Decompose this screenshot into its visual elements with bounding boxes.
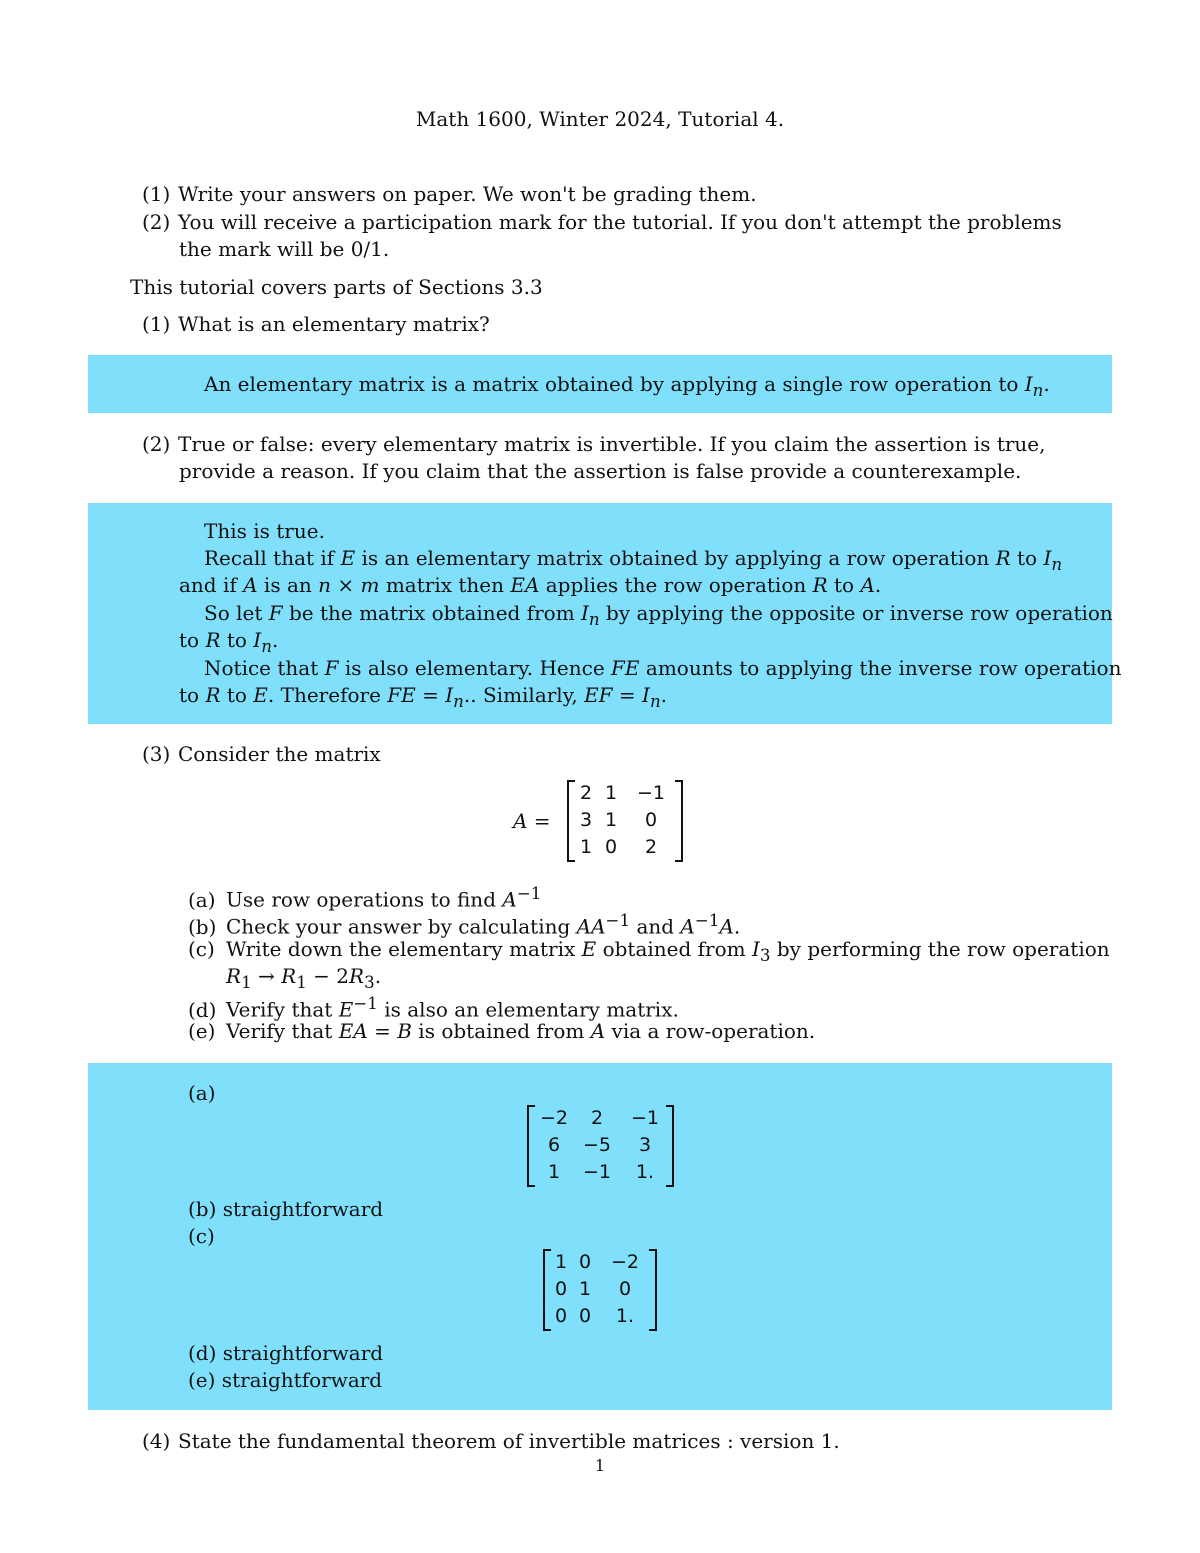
matrix-cell: 0 [618,1278,632,1300]
answer-text: to [1010,546,1044,570]
page-title: Math 1600, Winter 2024, Tutorial 4. [415,107,785,131]
matrix-cell: 0 [578,1305,592,1327]
part-label: (c) [188,937,215,961]
instruction-1 [142,181,757,207]
instruction-2 [142,209,1062,235]
answer-text: to [220,683,254,707]
answer-2-line-3: and if A is an n × m matrix then EA applies the row operation R to A. [179,573,882,597]
matrix-cell: 3 [579,809,593,831]
part-c-cont: $R_1 \to R_1 - 2R_3$. [226,964,382,992]
matrix-cell: 1 [604,809,618,831]
question-text: What is an elementary matrix? [178,312,490,336]
instruction-2-cont: the mark will be 0/1. [179,237,390,261]
part-text: Write down the elementary matrix [226,937,582,961]
matrix-e [543,1249,657,1331]
intro-text: This tutorial covers parts of Sections 3.3 [130,275,543,299]
answer-2-line-4: So let F be the matrix obtained from $I_n$ by applying the opposite or inverse row operation [204,601,1113,629]
matrix-cell: −2 [539,1107,568,1129]
answer-3-e: (e) straightforward [188,1368,383,1392]
matrix-cell: −5 [582,1134,611,1156]
part-text: by performing the row operation [770,937,1110,961]
answer-text: matrix then [379,573,511,597]
instruction-text: Write your answers on paper. We won't be grading them. [178,182,757,206]
question-text: State the fundamental theorem of invertible matrices : version 1. [178,1429,840,1453]
instruction-number: (2) [142,210,171,234]
matrix-cell: 3 [638,1134,652,1156]
question-2 [142,431,1046,457]
matrix-cell: 1. [635,1161,655,1183]
matrix-cell: 6 [547,1134,561,1156]
answer-3-b: (b) straightforward [188,1197,384,1221]
matrix-cell: 1 [578,1278,592,1300]
answer-text: is an [257,573,319,597]
answer-text: . Similarly, [470,683,585,707]
answer-1 [204,371,1050,404]
math-subscript: n [1032,381,1044,400]
question-text: True or false: every elementary matrix is invertible. If you claim the assertion is true, [178,432,1046,456]
part-d: (d) Verify that $E^{-1}$ is also an elementary matrix. [188,994,679,1022]
answer-3-c-label: (c) [188,1224,215,1248]
matrix-cell: 0 [554,1278,568,1300]
part-label: (a) [188,887,216,912]
part-e: (e) Verify that EA = B is obtained from A via a row-operation. [188,1019,816,1043]
matrix-cell: −1 [582,1161,611,1183]
matrix-cell: −1 [630,1107,659,1129]
part-text: Check your answer by calculating [226,914,577,939]
page-number: 1 [594,1456,606,1475]
answer-text: Recall that if [204,546,341,570]
answer-text: and if [179,573,244,597]
part-text: and [630,914,681,939]
matrix-a-label: A = [513,809,551,833]
part-text: Verify that [226,997,339,1022]
matrix-cell: 1 [547,1161,561,1183]
matrix-cell: 2 [579,782,593,804]
answer-text: is an elementary matrix obtained by applying a row operation [355,546,996,570]
answer-text: is also elementary. Hence [338,656,612,680]
answer-text: Notice that [204,656,325,680]
part-text: via a row-operation. [605,1019,816,1043]
matrix-cell: 0 [578,1251,592,1273]
matrix-cell: 1 [554,1251,568,1273]
matrix-cell: 0 [554,1305,568,1327]
matrix-cell: 0 [644,809,658,831]
matrix-cell: 1 [604,782,618,804]
answer-3-a-label: (a) [188,1081,216,1105]
answer-text: to [827,573,861,597]
part-a: (a) Use row operations to find $A^{-1}$ [188,884,542,912]
part-text: is obtained from [411,1019,591,1043]
answer-2-line-2: Recall that if E is an elementary matrix obtained by applying a row operation R to $I_n$ [204,546,1063,574]
matrix-cell: 0 [604,836,618,858]
matrix-a-inverse [527,1105,674,1187]
answer-text: . Therefore [267,683,388,707]
matrix-cell: −1 [636,782,665,804]
instruction-text: You will receive a participation mark for the tutorial. If you don't attempt the problems [178,210,1062,234]
question-1 [142,311,490,337]
part-label: (e) [188,1019,216,1043]
part-label: (d) [188,997,217,1022]
answer-text: . [1043,372,1050,396]
answer-2-line-7: to R to E. Therefore FE = $I_n$.. Similarly, EF = $I_n$. [179,683,668,711]
answer-text: An elementary matrix is a matrix obtained by applying a single row operation to [204,372,1025,396]
matrix-cell: −2 [610,1251,639,1273]
instruction-number: (1) [142,182,171,206]
answer-text: by applying the opposite or inverse row operation [599,601,1113,625]
part-text: is also an elementary matrix. [377,997,679,1022]
answer-text: So let [204,601,269,625]
question-3 [142,741,381,767]
answer-text: amounts to applying the inverse row operation [639,656,1122,680]
question-2-cont: provide a reason. If you claim that the assertion is false provide a counterexample. [179,459,1022,483]
answer-2-line-1: This is true. [204,519,325,543]
question-4 [142,1428,840,1454]
part-b: (b) Check your answer by calculating $AA^{-1}$ and $A^{-1}A$. [188,911,741,939]
matrix-cell: 2 [590,1107,604,1129]
answer-2-line-6: Notice that F is also elementary. Hence FE amounts to applying the inverse row operation [204,656,1122,680]
answer-text: to [179,683,206,707]
part-text: Verify that [226,1019,339,1043]
question-number: (3) [142,742,171,766]
matrix-cell: 2 [644,836,658,858]
question-number: (1) [142,312,171,336]
answer-text: to [179,628,206,652]
question-text: Consider the matrix [178,742,381,766]
answer-3-d: (d) straightforward [188,1341,384,1365]
answer-2-line-5: to R to $I_n$. [179,628,279,656]
part-text: Use row operations to find [226,887,503,912]
math-symbol: I [1024,372,1033,396]
part-c: (c) Write down the elementary matrix E obtained from $I_3$ by performing the row operation [188,937,1110,965]
matrix-cell: 1. [615,1305,635,1327]
question-number: (2) [142,432,171,456]
part-text: obtained from [596,937,752,961]
question-number: (4) [142,1429,171,1453]
answer-text: to [220,628,254,652]
answer-text: be the matrix obtained from [282,601,582,625]
matrix-a [567,780,683,862]
part-label: (b) [188,914,217,939]
matrix-cell: 1 [579,836,593,858]
answer-text: applies the row operation [539,573,813,597]
